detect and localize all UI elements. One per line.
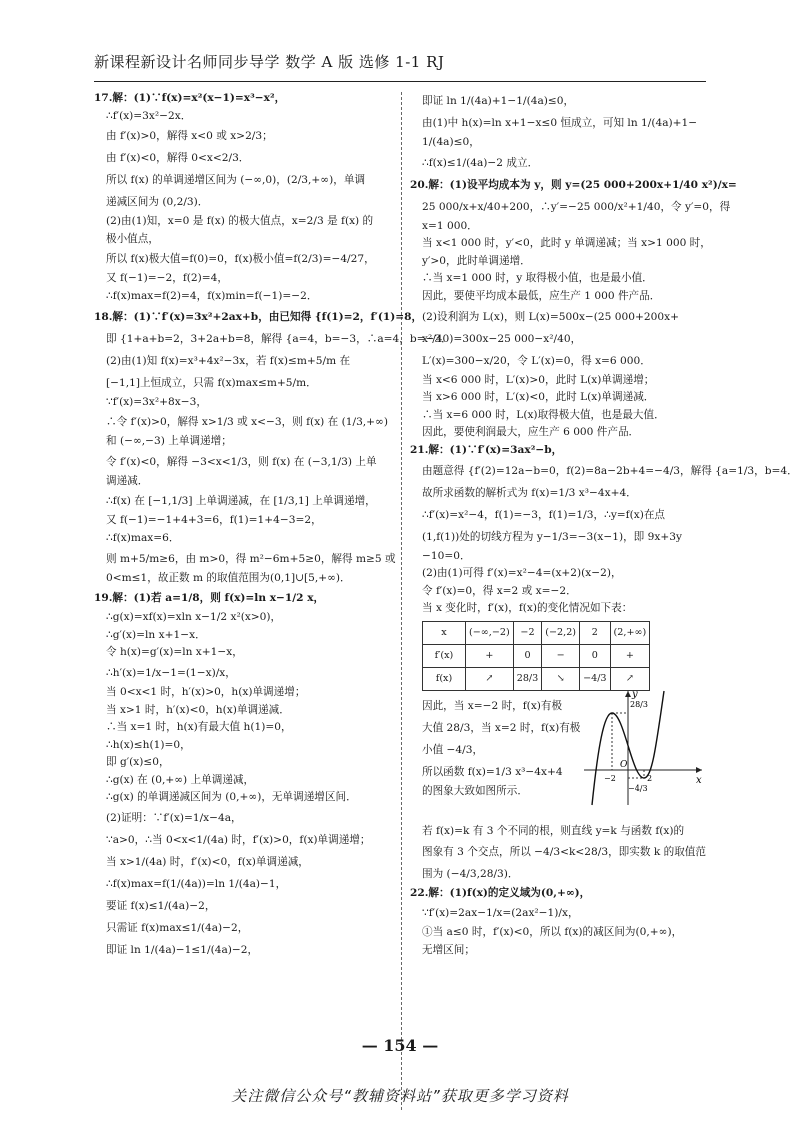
solution-line: 又 f(−1)=−2，f(2)=4， bbox=[106, 272, 228, 285]
solution-line: 当 0<x<1 时，h′(x)>0，h(x)单调递增； bbox=[106, 685, 306, 698]
solution-line: ∴f(x)max=f(2)=4，f(x)min=f(−1)=−2． bbox=[106, 289, 318, 302]
solution-line: ∴h(x)≤h(1)=0， bbox=[106, 738, 191, 751]
solution-line: ∴g(x) 在 (0,+∞) 上单调递减， bbox=[106, 773, 255, 786]
solution-line: 若 f(x)=k 有 3 个不同的根，则直线 y=k 与函数 f(x)的 bbox=[422, 824, 685, 837]
table-cell: 28/3 bbox=[513, 667, 542, 690]
solution-line: 因此，要使平均成本最低，应生产 1 000 件产品． bbox=[422, 289, 661, 302]
solution-line: 由题意得 {f′(2)=12a−b=0，f(2)=8a−2b+4=−4/3，解得 {a=1/3，b=4． bbox=[422, 464, 798, 477]
solution-line: 和 (−∞,−3) 上单调递增； bbox=[106, 435, 232, 448]
table-cell: ↗ bbox=[466, 667, 514, 690]
solution-line: 当 x<1 000 时，y′<0，此时 y 单调递减；当 x>1 000 时， bbox=[422, 237, 711, 250]
header-rule bbox=[94, 81, 706, 82]
solution-line: 1/(4a)≤0， bbox=[422, 136, 480, 148]
origin-label: O bbox=[620, 759, 628, 770]
solution-17-line: 17.解：(1)∵f(x)=x²(x−1)=x³−x²， bbox=[94, 92, 286, 104]
footer-watermark-text: 关注微信公众号“教辅资料站”获取更多学习资料 bbox=[231, 1087, 569, 1105]
x-axis-arrow-icon bbox=[696, 767, 702, 773]
table-cell: −2 bbox=[513, 621, 542, 644]
table-cell: ↘ bbox=[542, 667, 580, 690]
table-cell: f′(x) bbox=[423, 644, 466, 667]
solution-line: y′>0，此时单调递增． bbox=[422, 254, 531, 267]
solution-line: ∵a>0，∴当 0<x<1/(4a) 时，f′(x)>0，f(x)单调递增； bbox=[106, 834, 371, 847]
solution-20-line: 20.解：(1)设平均成本为 y，则 y=(25 000+200x+1/40 x²)/x= bbox=[410, 178, 737, 191]
solution-line: 小值 −4/3， bbox=[422, 743, 484, 756]
variation-table-wrap bbox=[422, 621, 706, 691]
solution-line: 当 x>1 时，h′(x)<0，h(x)单调递减． bbox=[106, 703, 290, 716]
solution-line: ∴令 f′(x)>0，解得 x>1/3 或 x<−3，则 f(x) 在 (1/3,+∞) bbox=[106, 416, 389, 429]
x-axis-label: x bbox=[696, 774, 702, 786]
page-number: — 154 — bbox=[361, 1036, 439, 1055]
table-cell: 0 bbox=[513, 644, 542, 667]
variation-table bbox=[422, 621, 650, 691]
graph-block bbox=[410, 688, 706, 823]
table-row bbox=[423, 621, 650, 644]
solution-line: 大值 28/3，当 x=2 时，f(x)有极 bbox=[422, 721, 581, 734]
y-axis-arrow-icon bbox=[625, 691, 631, 697]
solution-line: x²/40)=300x−25 000−x²/40， bbox=[422, 332, 582, 345]
solution-line: ∴f(x)≤1/(4a)−2 成立． bbox=[422, 156, 539, 169]
solution-line: 即证 ln 1/(4a)+1−1/(4a)≤0， bbox=[422, 95, 575, 107]
table-cell: 2 bbox=[580, 621, 610, 644]
solution-line: ∵f′(x)=3x²+8x−3， bbox=[106, 395, 207, 408]
solution-line: 即证 ln 1/(4a)−1≤1/(4a)−2， bbox=[106, 944, 259, 957]
solution-line: (2)由(1)知 f(x)=x³+4x²−3x，若 f(x)≤m+5/m 在 bbox=[106, 354, 351, 367]
solution-line: ∴当 x=6 000 时，L(x)取得极大值，也是最大值． bbox=[422, 408, 665, 421]
solution-line: ∴g′(x)=ln x+1−x． bbox=[106, 628, 206, 641]
table-cell: x bbox=[423, 621, 466, 644]
solution-21-line: 21.解：(1)∵f′(x)=3ax²−b， bbox=[410, 443, 563, 456]
solution-line: ∴f(x)max=6． bbox=[106, 531, 180, 544]
solution-line: ∴f′(x)=3x²−2x． bbox=[106, 109, 192, 122]
solution-line: (2)证明：∵f′(x)=1/x−4a， bbox=[106, 812, 242, 825]
solution-line: 因此，当 x=−2 时，f(x)有极 bbox=[422, 699, 563, 712]
solution-line: 图象有 3 个交点，所以 −4/3<k<28/3，即实数 k 的取值范 bbox=[422, 845, 706, 858]
solution-line: ∴g(x) 的单调递减区间为 (0,+∞)，无单调递增区间． bbox=[106, 791, 357, 804]
solution-line: 当 x>6 000 时，L′(x)<0，此时 L(x)单调递减． bbox=[422, 391, 655, 404]
table-cell: 0 bbox=[580, 644, 610, 667]
solution-line: 因此，要使利润最大，应生产 6 000 件产品． bbox=[422, 426, 640, 439]
solution-line: (1,f(1))处的切线方程为 y−1/3=−3(x−1)，即 9x+3y bbox=[422, 530, 682, 543]
solution-line: 极小值点， bbox=[106, 232, 159, 245]
solution-line: (2)由(1)知，x=0 是 f(x) 的极大值点，x=2/3 是 f(x) 的 bbox=[106, 215, 374, 228]
solution-line: 所以 f(x)极大值=f(0)=0，f(x)极小值=f(2/3)=−4/27， bbox=[106, 253, 375, 266]
table-cell: (−2,2) bbox=[542, 621, 580, 644]
table-cell: − bbox=[542, 644, 580, 667]
solution-line: 的图象大致如图所示． bbox=[422, 784, 528, 797]
solution-line: ∴h′(x)=1/x−1=(1−x)/x， bbox=[106, 666, 236, 679]
page-header: 新课程新设计名师同步导学 数学 A 版 选修 1-1 RJ bbox=[94, 53, 445, 71]
solution-line: −10=0． bbox=[422, 549, 471, 562]
two-tick-label: 2 bbox=[647, 773, 653, 783]
solution-line: ∴f′(x)=x²−4，f(1)=−3，f(1)=1/3，∴y=f(x)在点 bbox=[422, 508, 666, 521]
table-cell: + bbox=[466, 644, 514, 667]
solution-line: 则 m+5/m≥6，由 m>0，得 m²−6m+5≥0，解得 m≥5 或 bbox=[106, 552, 396, 565]
solution-line: 当 x<6 000 时，L′(x)>0，此时 L(x)单调递增； bbox=[422, 373, 655, 386]
solution-line: ∴当 x=1 时，h(x)有最大值 h(1)=0， bbox=[106, 721, 292, 734]
table-cell: (2,+∞) bbox=[610, 621, 650, 644]
solution-line: 当 x 变化时，f′(x)，f(x)的变化情况如下表： bbox=[422, 602, 633, 615]
solution-line: 所以 f(x) 的单调递增区间为 (−∞,0)，(2/3,+∞)，单调 bbox=[106, 174, 366, 187]
table-cell: f(x) bbox=[423, 667, 466, 690]
solution-line: 调递减． bbox=[106, 474, 149, 487]
solution-line: 由 f′(x)>0，解得 x<0 或 x>2/3； bbox=[106, 130, 273, 143]
solution-line: ∴当 x=1 000 时，y 取得极小值，也是最小值． bbox=[422, 272, 653, 285]
solution-line: 要证 f(x)≤1/(4a)−2， bbox=[106, 900, 216, 913]
solution-line: 即 {1+a+b=2，3+2a+b=8，解得 {a=4，b=−3，∴a=4，b=−3． bbox=[106, 332, 452, 345]
solution-line: (2)设利润为 L(x)，则 L(x)=500x−(25 000+200x+ bbox=[422, 310, 679, 323]
solution-line: 由 f′(x)<0，解得 0<x<2/3． bbox=[106, 152, 250, 165]
right-column bbox=[410, 90, 798, 1110]
solution-line: 所以函数 f(x)=1/3 x³−4x+4 bbox=[422, 765, 563, 778]
solution-line: ∴f(x)max=f(1/(4a))=ln 1/(4a)−1， bbox=[106, 878, 287, 891]
solution-line: 即 g′(x)≤0， bbox=[106, 756, 170, 769]
solution-line: 令 h(x)=g′(x)=ln x+1−x， bbox=[106, 646, 243, 659]
solution-line: ∵f′(x)=2ax−1/x=(2ax²−1)/x， bbox=[422, 907, 579, 920]
solution-line: 0<m≤1，故正数 m 的取值范围为(0,1]∪[5,+∞)． bbox=[106, 571, 351, 584]
table-cell: (−∞,−2) bbox=[466, 621, 514, 644]
table-cell: ↗ bbox=[610, 667, 650, 690]
solution-line: 只需证 f(x)max≤1/(4a)−2， bbox=[106, 922, 249, 935]
solution-line: 围为 (−4/3,28/3)． bbox=[422, 867, 519, 880]
y-axis-label: y bbox=[632, 688, 638, 700]
solution-line: 又 f(−1)=−1+4+3=6，f(1)=1+4−3=2， bbox=[106, 514, 322, 527]
solution-line: 递减区间为 (0,2/3)． bbox=[106, 196, 209, 209]
solution-line: 由(1)中 h(x)=ln x+1−x≤0 恒成立，可知 ln 1/(4a)+1− bbox=[422, 117, 698, 129]
solution-line: ①当 a≤0 时，f′(x)<0，所以 f(x)的减区间为(0,+∞)， bbox=[422, 926, 683, 939]
solution-line: 无增区间； bbox=[422, 943, 475, 956]
solution-line: [−1,1]上恒成立，只需 f(x)max≤m+5/m． bbox=[106, 376, 317, 389]
graph-caption bbox=[410, 695, 580, 801]
table-cell: + bbox=[610, 644, 650, 667]
solution-line: 故所求函数的解析式为 f(x)=1/3 x³−4x+4． bbox=[422, 486, 637, 499]
peak-value-label: 28/3 bbox=[630, 699, 648, 709]
solution-22-line: 22.解：(1)f(x)的定义域为(0,+∞)， bbox=[410, 886, 591, 899]
solution-line: x=1 000． bbox=[422, 219, 478, 232]
solution-line: 当 x>1/(4a) 时，f′(x)<0，f(x)单调递减， bbox=[106, 856, 309, 869]
table-cell: −4/3 bbox=[580, 667, 610, 690]
solution-18-line: 18.解：(1)∵f′(x)=3x²+2ax+b，由已知得 {f(1)=2，f′(1)=8， bbox=[94, 310, 423, 323]
solution-line: ∴g(x)=xf(x)=xln x−1/2 x²(x>0)， bbox=[106, 611, 282, 624]
solution-line: 令 f′(x)<0，解得 −3<x<1/3，则 f(x) 在 (−3,1/3) 上单 bbox=[106, 455, 377, 468]
table-row bbox=[423, 644, 650, 667]
function-graph bbox=[584, 687, 706, 807]
solution-line: 25 000/x+x/40+200，∴y′=−25 000/x²+1/40，令 y′=0，得 bbox=[422, 200, 731, 213]
column-divider bbox=[401, 92, 402, 1110]
solution-line: (2)由(1)可得 f′(x)=x²−4=(x+2)(x−2)， bbox=[422, 567, 622, 580]
valley-value-label: −4/3 bbox=[628, 783, 648, 793]
solution-line: L′(x)=300−x/20，令 L′(x)=0，得 x=6 000． bbox=[422, 354, 651, 367]
solution-line: ∴f(x) 在 [−1,1/3] 上单调递减，在 [1/3,1] 上单调递增， bbox=[106, 495, 376, 508]
solution-19-line: 19.解：(1)若 a=1/8，则 f(x)=ln x−1/2 x， bbox=[94, 592, 325, 605]
neg-two-tick-label: −2 bbox=[604, 773, 616, 783]
solution-line: 令 f′(x)=0，得 x=2 或 x=−2． bbox=[422, 584, 577, 597]
